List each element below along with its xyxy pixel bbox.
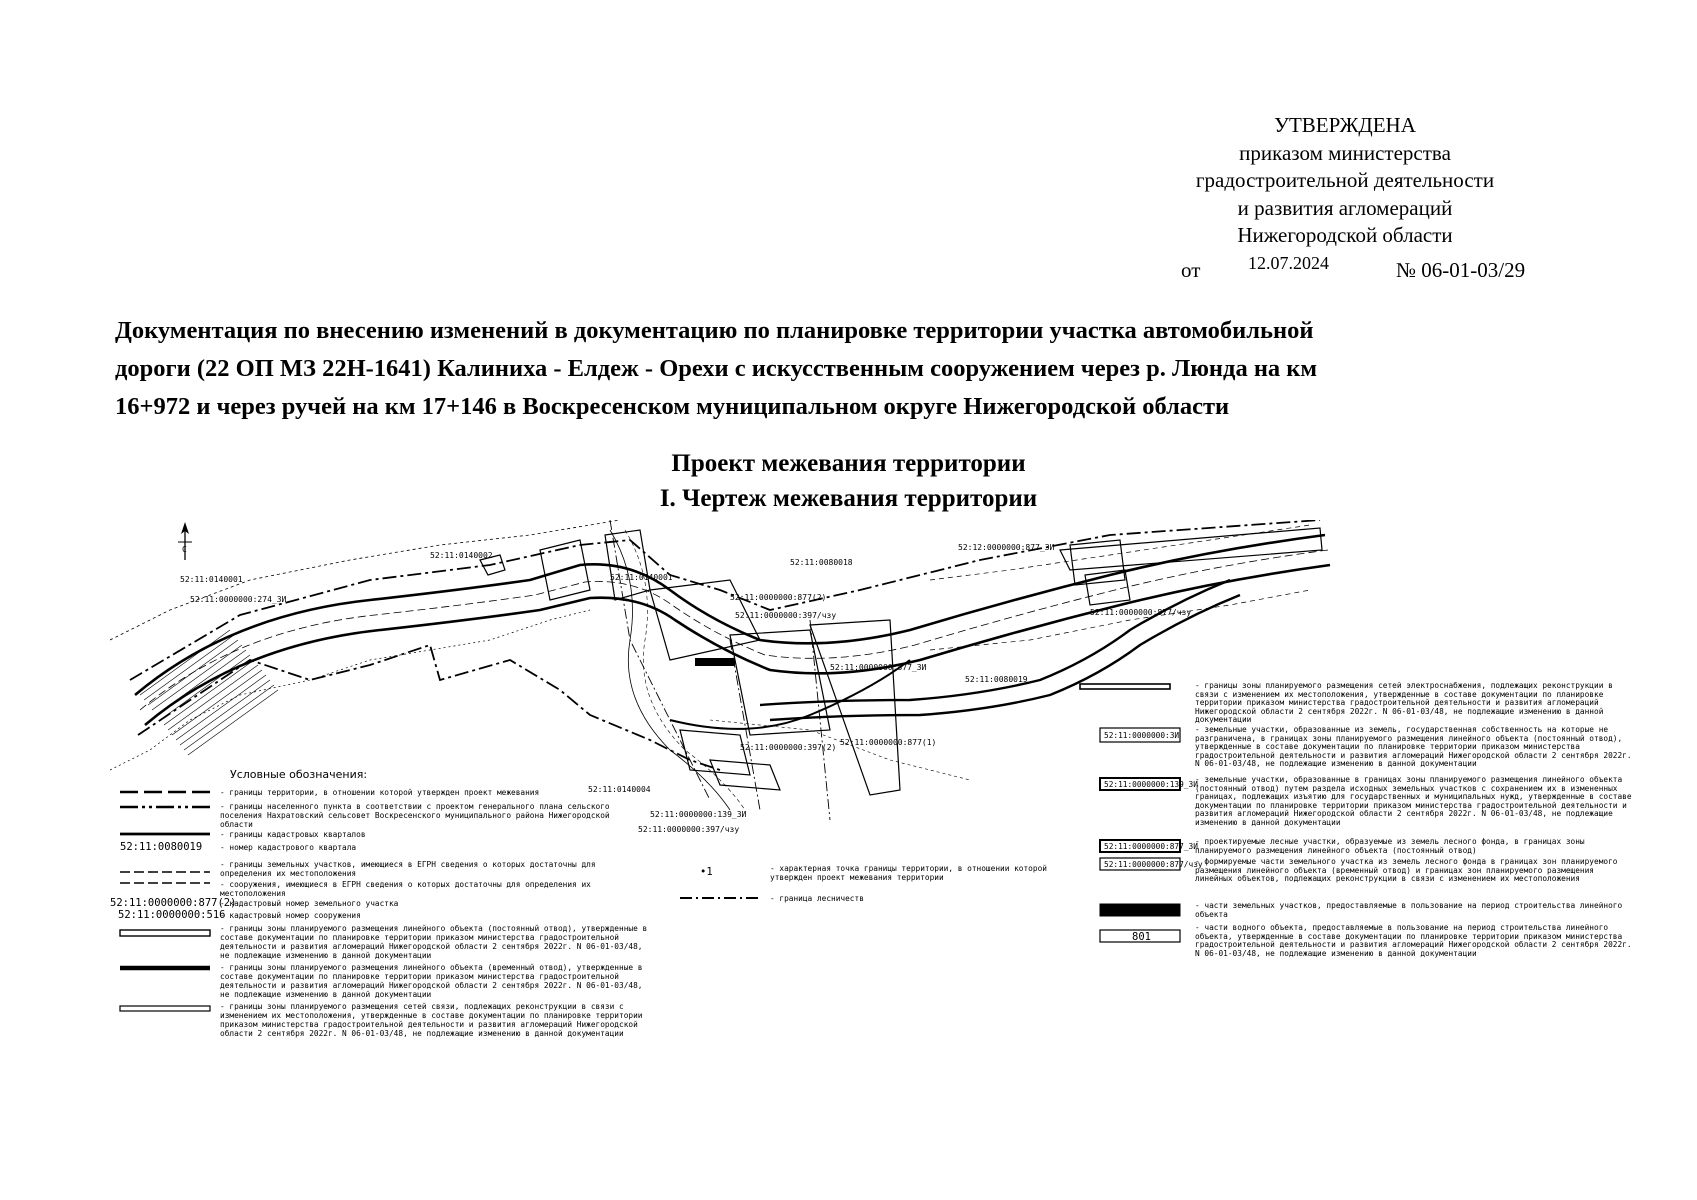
legend-item-5-wrap <box>220 860 620 882</box>
legend-item-text: - номер кадастрового квартала <box>220 843 357 852</box>
legend-right-item-1-wrap <box>1195 682 1635 724</box>
legend-right-item-5-wrap <box>1195 858 1635 898</box>
legend-item-text: - границы земельных участков, имеющиеся в ЕГРН сведения о которых достаточны для определения их местоположения <box>220 860 596 878</box>
quarter-label-0140001-left: 52:11:0140001 <box>180 575 243 584</box>
parcel-label-877-mid: 52:11:0000000:877_3И <box>830 663 927 672</box>
quarter-label-0080018: 52:11:0080018 <box>790 558 853 567</box>
legend-right-item-4-wrap <box>1195 838 1635 858</box>
water-object-block <box>695 658 735 666</box>
legend-item-text: - части водного объекта, предоставляемые в пользование на период строительства линейного объекта, утвержденные в составе документации по планировке территории приказом министерства градостроительной деятельности и развития агломераций Нижегородской области 2 сентября 2022г. N 06-01-03/48, не подлежащие изменению в данной документации <box>1195 924 1632 958</box>
legend-item-text: - формируемые части земельного участка из земель лесного фонда в границах зон планируемого размещения линейного объекта (временный отвод) и границах зон планируемого размещения линейных объектов, подлежащих реконструкции в связи с изменением их местоположения <box>1195 858 1618 883</box>
parcel-label-397-top: 52:11:0000000:397/чзу <box>735 611 837 620</box>
legend-right-item-7-wrap <box>1195 924 1635 964</box>
legend-symbols-right <box>1080 684 1180 942</box>
legend-item-11-wrap <box>220 1002 650 1052</box>
legend-right-item-2-wrap <box>1195 726 1635 776</box>
legend-symbol-parcel-number: 52:11:0000000:877(2) <box>110 897 237 909</box>
legend-item-text: - земельные участки, образованные из земель, государственная собственность на которые не разграничена, в границах зоны планируемого размещения линейного объекта (постоянный отвод), утвержденные в составе документации по планировке территории приказом министерства градостроительной деятельности и развития агломераций Нижегородской области 2 сентября 2022г. N 06-01-03/48, не подлежащие изменению в данной документации <box>1195 726 1632 768</box>
legend-item-text: - характерная точка границы территории, в отношении которой утвержден проект межевания территории <box>770 864 1047 882</box>
legend-symbol-139: 52:11:0000000:139_3И <box>1104 780 1198 789</box>
parcel-label-274: 52:11:0000000:274_3И <box>190 595 287 604</box>
document-title-line-3: 16+972 и через ручей на км 17+146 в Воскресенском муниципальном округе Нижегородской области <box>115 393 1230 420</box>
north-label: С <box>182 545 187 554</box>
legend-symbol-zi: 52:11:0000000:3И <box>1104 731 1180 740</box>
parcel-label-397-2: 52:11:0000000:397(2) <box>740 743 837 752</box>
legend-item-text: - сооружения, имеющиеся в ЕГРН сведения о которых достаточны для определения их местоположения <box>220 880 591 898</box>
legend-item-text: - части земельных участков, предоставляемые в пользование на период строительства линейного объекта <box>1195 902 1623 919</box>
legend-right-item-3-wrap <box>1195 776 1635 836</box>
legend-title: Условные обозначения: <box>230 768 368 781</box>
approval-block <box>1150 112 1540 250</box>
legend-middle-item-1-wrap <box>770 864 1070 886</box>
legend-texts-left <box>220 788 650 1052</box>
north-arrow-icon <box>178 522 192 560</box>
legend-item-text: - границы зоны планируемого размещения линейного объекта (временный отвод), утвержденные в составе документации по планировке территории приказом министерства градостроительной деятельности и развития агломераций Нижегородской области 2 сентября 2022г. N 06-01-03/48, не подлежащие изменению в данной документации <box>220 963 643 999</box>
document-title-line-1: Документация по внесению изменений в документацию по планировке территории участка автомобильной <box>115 317 1314 344</box>
legend-item-text: - границы зоны планируемого размещения сетей связи, подлежащих реконструкции в связи с изменением их местоположения, утвержденные в составе документации по планировке территории приказом министерства градостроительной деятельности и развития агломераций Нижегородской области 2 сентября 2022г. N 06-01-03/48, не подлежащие изменению в данной документации <box>220 1002 643 1038</box>
legend-item-text: - земельные участки, образованные в границах зоны планируемого размещения линейного объекта (постоянный отвод) путем раздела исходных земельных участков с сохранением их в измененных границах, подлежащих изъятию для государственных и муниципальных нужд, утвержденные в составе документации по планировке территории приказом министерства градостроительной деятельности и развития агломераций Нижегородской области 2 сентября 2022г. N 06-01-03/48, не подлежащие изменению в данной документации <box>1195 776 1632 827</box>
legend-item-9-wrap <box>220 924 650 964</box>
legend-item-text: - границы кадастровых кварталов <box>220 830 366 839</box>
parcel-label-877-2: 52:11:0000000:877(2) <box>730 593 827 602</box>
document-title-line-2: дороги (22 ОП МЗ 22Н-1641) Калиниха - Елдеж - Орехи с искусственным сооружением через р. Люнда на км <box>115 355 1318 382</box>
legend-item-text: - проектируемые лесные участки, образуемые из земель лесного фонда, в границах зоны планируемого размещения линейного объекта (постоянный отвод) <box>1195 838 1585 855</box>
parcel-label-877-top: 52:12:0000000:877_3И <box>958 543 1055 552</box>
approval-line-3: градостроительной деятельности <box>1195 168 1495 192</box>
parcel-label-397-low: 52:11:0000000:397/чзу <box>638 825 740 834</box>
legend-item-10-wrap <box>220 963 650 1003</box>
approval-line-5: Нижегородской области <box>1237 223 1453 247</box>
approval-line-2: приказом министерства <box>1239 140 1451 165</box>
legend-symbol-877-vrem: 52:11:0000000:877/чзу <box>1104 860 1203 869</box>
parcel-label-877-1: 52:11:0000000:877(1) <box>840 738 937 747</box>
quarter-label-0140004: 52:11:0140004 <box>588 785 651 794</box>
legend-item-text: - кадастровый номер сооружения <box>220 911 361 920</box>
legend-item-text: - кадастровый номер земельного участка <box>220 899 399 908</box>
quarter-label-0140002: 52:11:0140002 <box>430 551 493 560</box>
document-title <box>115 312 1535 426</box>
approval-number: № 06-01-03/29 <box>1396 258 1526 282</box>
legend-item-text: - границы зоны планируемого размещения сетей электроснабжения, подлежащих реконструкции в связи с изменением их местоположения, утвержденные в составе документации по планировке территории приказом министерства градостроительной деятельности и развития агломераций Нижегородской области 2 сентября 2022г. N 06-01-03/48, не подлежащие изменению в данной документации <box>1195 682 1613 724</box>
legend-item-text: - граница лесничеств <box>770 894 864 903</box>
section-subtitle: I. Чертеж межевания территории <box>659 485 1038 512</box>
parcel-label-139: 52:11:0000000:139_3И <box>650 810 747 819</box>
approval-from-label: от <box>1181 258 1201 282</box>
legend-symbol-877-zi: 52:11:0000000:877_3И <box>1104 842 1198 851</box>
approval-heading: УТВЕРЖДЕНА <box>1274 113 1416 137</box>
lower-road <box>670 580 1240 729</box>
legend-symbol-point: •1 <box>700 866 713 878</box>
legend-item-text: - границы населенного пункта в соответствии с проектом генерального плана сельского поселения Нахратовский сельсовет Воскресенского муниципального района Нижегородской области <box>220 802 610 829</box>
legend-texts-right <box>1195 682 1635 964</box>
approval-line-4: и развития агломераций <box>1237 195 1453 220</box>
survey-drawing <box>110 520 1660 1150</box>
legend-right-item-6-wrap <box>1195 902 1635 922</box>
quarter-label-0080019: 52:11:0080019 <box>965 675 1028 684</box>
legend-item-text: - границы зоны планируемого размещения линейного объекта (постоянный отвод), утвержденные в составе документации по планировке территории приказом министерства градостроительной деятельности и развития агломераций Нижегородской области 2 сентября 2022г. N 06-01-03/48, не подлежащие изменению в данной документации <box>220 924 648 960</box>
approval-date: 12.07.2024 <box>1248 253 1329 273</box>
section-title: Проект межевания территории <box>671 450 1026 477</box>
approval-date-number <box>1181 253 1561 281</box>
legend-symbol-quarter-number: 52:11:0080019 <box>120 841 203 853</box>
quarter-label-0140001-center: 52:11:0140001 <box>610 573 673 582</box>
hatched-area <box>140 630 278 755</box>
parcel-label-877-vrem: 52:11:0000000:877/чзу <box>1090 608 1192 617</box>
legend-symbol-structure-number: 52:11:0000000:516 <box>118 909 226 921</box>
legend-symbol-801: 801 <box>1132 931 1151 943</box>
legend-item-text: - границы территории, в отношении которой утвержден проект межевания <box>220 788 540 797</box>
